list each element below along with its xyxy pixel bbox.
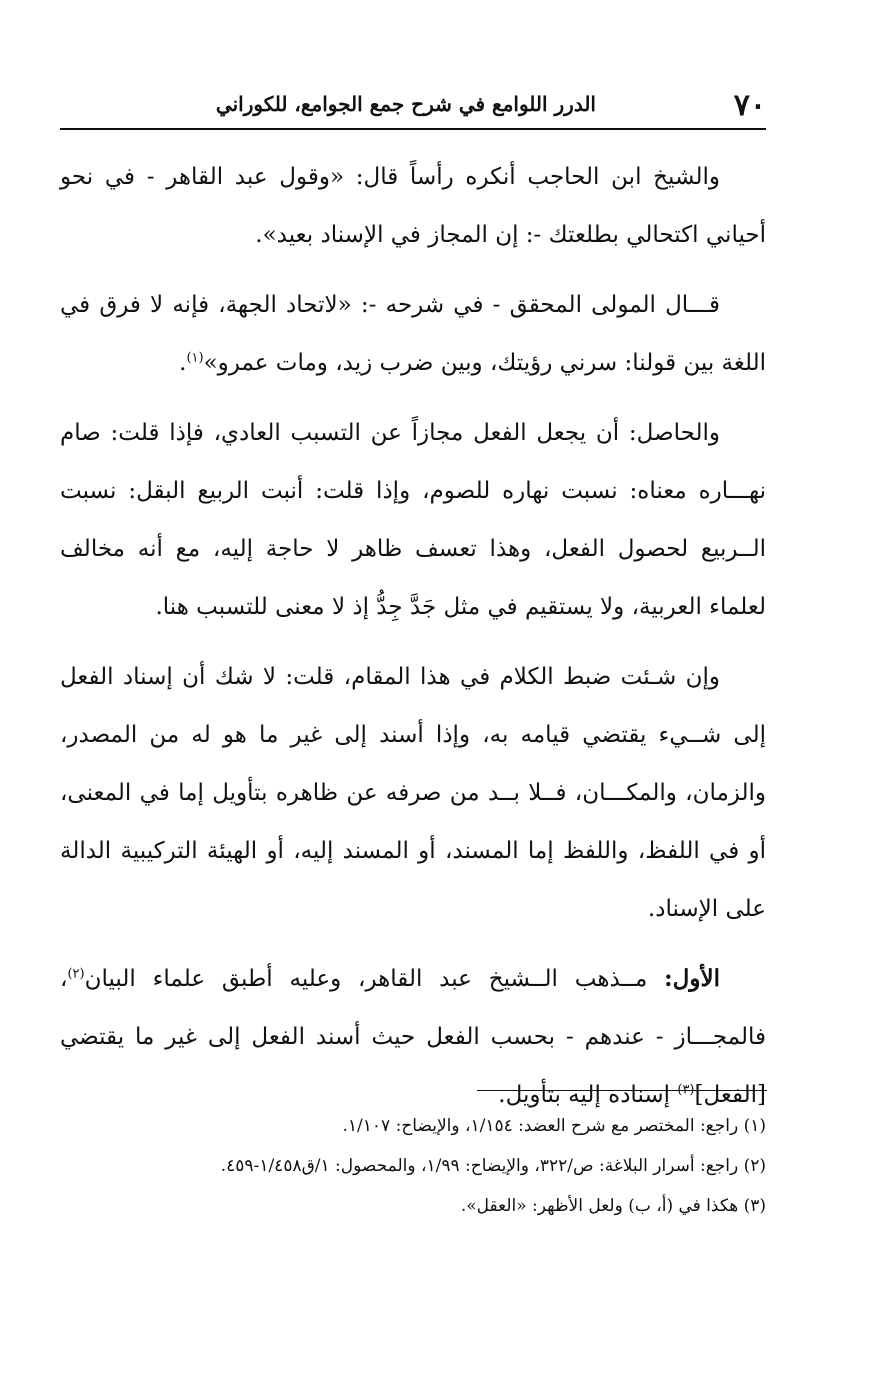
paragraph-2 — [60, 276, 766, 392]
paragraph-4: وإن شـئت ضبط الكلام في هذا المقام، قلت: لا شك أن إسناد الفعل إلى شــيء يقتضي قيامه به، وإذا أسند إلى غير ما هو له من المصدر، والزمان، والمكـــان، فــلا بــد من صرفه عن ظاهره بتأويل إما في المعنى، أو في اللفظ، واللفظ إما المسند، أو المسند إليه، أو الهيئة التركيبية الدالة على الإسناد. — [60, 664, 766, 922]
page-number: ٧٠ — [733, 88, 766, 123]
footnote-2: (٢) راجع: أسرار البلاغة: ص/٣٢٢، والإيضاح: ١/٩٩، والمحصول: ١/ق١/٤٥٨-٤٥٩. — [220, 1156, 766, 1176]
header-rule — [60, 128, 766, 130]
footnote-ref-2: (٢) — [67, 966, 85, 982]
footnote-rule — [477, 1090, 767, 1091]
paragraph-2-end: . — [179, 350, 187, 376]
footnotes — [60, 1106, 766, 1226]
paragraph-5-text-3: إسناده إليه بتأويل. — [498, 1082, 678, 1108]
page-header — [60, 88, 766, 128]
paragraph-2-text: قـــال المولى المحقق - في شرحه -: «لاتحاد الجهة، فإنه لا فرق في اللغة بين قولنا: سرني رؤيتك، وبين ضرب زيد، ومات عمرو» — [60, 292, 766, 376]
running-title: الدرر اللوامع في شرح جمع الجوامع، للكوراني — [215, 92, 596, 116]
paragraph-1: والشيخ ابن الحاجب أنكره رأساً قال: «وقول عبد القاهر - في نحو أحياني اكتحالي بطلعتك -: إن المجاز في الإسناد بعيد». — [60, 164, 766, 248]
footnote-3: (٣) هكذا في (أ، ب) ولعل الأظهر: «العقل». — [460, 1196, 766, 1216]
paragraph-5-text-1: مــذهب الــشيخ عبد القاهر، وعليه أطبق علماء البيان — [84, 966, 665, 992]
paragraph-5 — [60, 950, 766, 1124]
paragraph-3: والحاصل: أن يجعل الفعل مجازاً عن التسبب العادي، فإذا قلت: صام نهـــاره معناه: نسبت نهاره للصوم، وإذا قلت: أنبت الربيع البقل: نسبت الــربيع لحصول الفعل، وهذا تعسف ظاهر لا حاجة إليه، مع أنه مخالف لعلماء العربية، ولا يستقيم في مثل جَدَّ جِدُّ إذ لا معنى للتسبب هنا. — [60, 420, 766, 620]
footnote-ref-3: (٣) — [677, 1082, 695, 1098]
main-text — [60, 148, 766, 1136]
footnote-ref-1: (١) — [186, 350, 204, 366]
paragraph-5-lead: الأول: — [664, 965, 720, 992]
paragraph-5-text-2: ، فالمجـــاز - عندهم - بحسب الفعل حيث أسند الفعل إلى غير ما يقتضي [الفعل] — [60, 966, 766, 1108]
footnote-1: (١) راجع: المختصر مع شرح العضد: ١/١٥٤، والإيضاح: ١/١٠٧. — [342, 1116, 766, 1136]
